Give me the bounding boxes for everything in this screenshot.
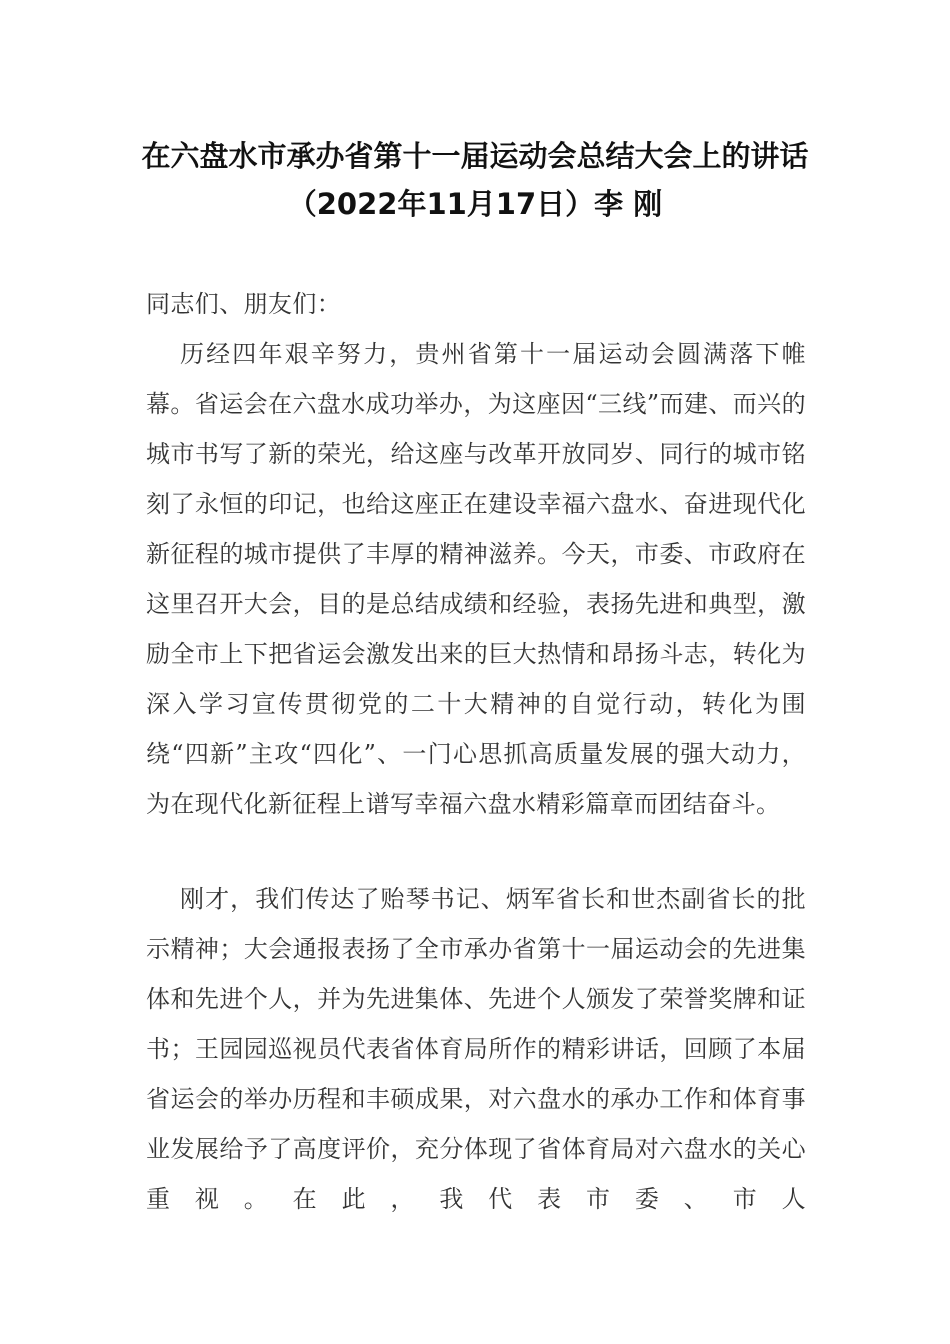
paragraph-1: 历经四年艰辛努力，贵州省第十一届运动会圆满落下帷幕。省运会在六盘水成功举办，为这座因“三线”而建、而兴的城市书写了新的荣光，给这座与改革开放同岁、同行的城市铭刻了永恒的印记，也给这座正在建设幸福六盘水、奋进现代化新征程的城市提供了丰厚的精神滋养。今天，市委、市政府在这里召开大会，目的是总结成绩和经验，表扬先进和典型，激励全市上下把省运会激发出来的巨大热情和昂扬斗志，转化为深入学习宣传贯彻党的二十大精神的自觉行动，转化为围绕“四新”主攻“四化”、一门心思抓高质量发展的强大动力，为在现代化新征程上谱写幸福六盘水精彩篇章而团结奋斗。 (146, 340, 806, 818)
document-subtitle: （2022年11月17日）李 刚 (287, 187, 663, 221)
salutation: 同志们、朋友们： (146, 290, 342, 318)
paragraph-2: 刚才，我们传达了贻琴书记、炳军省长和世杰副省长的批示精神；大会通报表扬了全市承办省第十一届运动会的先进集体和先进个人，并为先进集体、先进个人颁发了荣誉奖牌和证书；王园园巡视员代表省体育局所作的精彩讲话，回顾了本届省运会的举办历程和丰硕成果，对六盘水的承办工作和体育事业发展给予了高度评价，充分体现了省体育局对六盘水的关心重视。在此，我代表市委、市人 (146, 885, 806, 1213)
document-title: 在六盘水市承办省第十一届运动会总结大会上的讲话 (141, 139, 809, 173)
